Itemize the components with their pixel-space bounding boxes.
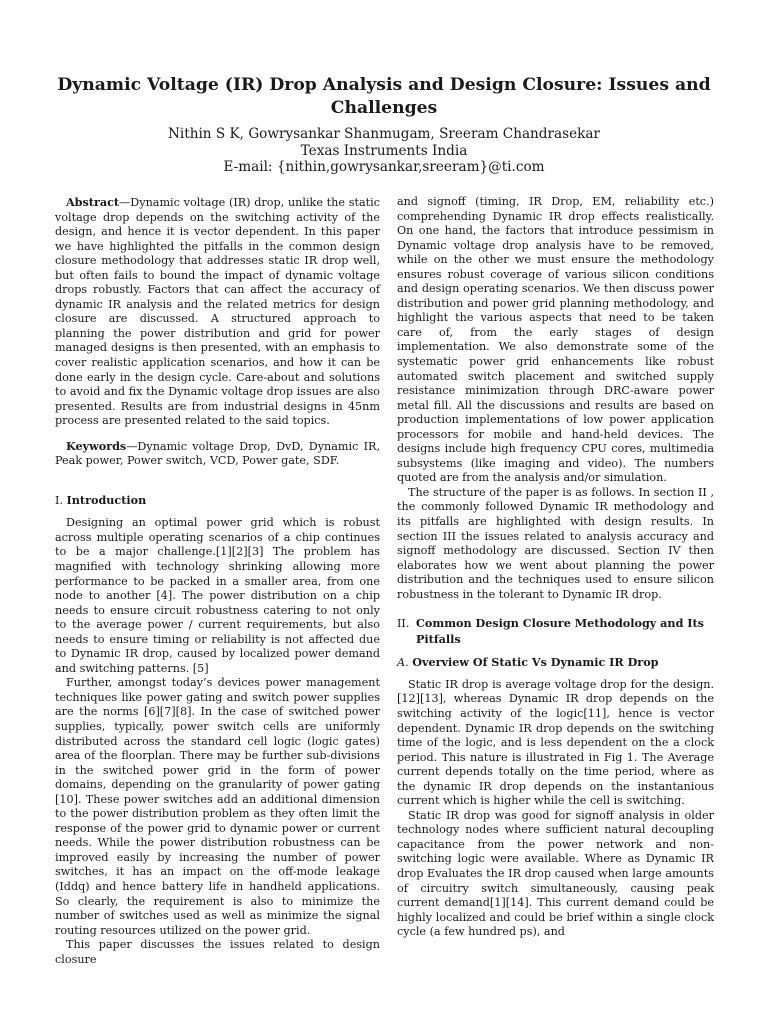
keywords-text: —Dynamic voltage Drop, DvD, Dynamic IR, Peak power, Power switch, VCD, Power gate, SDF. — [55, 439, 380, 468]
section-number: II. — [397, 617, 410, 631]
paper-title: Dynamic Voltage (IR) Drop Analysis and Design Closure: Issues and Challenges — [57, 75, 711, 118]
title-block — [40, 74, 728, 176]
keywords-label: Keywords — [66, 438, 127, 453]
subsection-heading — [397, 655, 714, 671]
body-paragraph: and signoff (timing, IR Drop, EM, reliability etc.) comprehending Dynamic IR drop effects realistically. On one hand, the factors that introduce pessimism in Dynamic voltage drop analysis have to be removed, while on the other we must ensure the methodology ensures robust coverage of various silicon conditions and design operating scenarios. We then discuss power distribution and power grid planning methodology, and highlight the various aspects that need to be taken care of, from the early stages of design implementation. We also demonstrate some of the systematic power grid enhancements like robust automated switch placement and switched supply resistance minimization through DRC-aware power metal fill. All the discussions and results are based on production implementations of low power application processors for mobile and hand-held devices. The designs include high frequency CPU cores, multimedia subsystems (like imaging and video). The numbers quoted are from the analysis and/or simulation. — [397, 195, 714, 485]
abstract-text: —Dynamic voltage (IR) drop, unlike the static voltage drop depends on the switching activity of the design, and hence it is vector dependent. In this paper we have highlighted the pitfalls in the common design closure methodology that addresses static IR drop well, but often fails to bound the impact of dynamic voltage drops robustly. Factors that can affect the accuracy of dynamic IR analysis and the related metrics for design closure are discussed. A structured approach to planning the power distribution and grid for power managed designs is then presented, with an emphasis to cover realistic application scenarios, and how it can be done early in the design cycle. Care-about and solutions to avoid and fix the Dynamic voltage drop issues are also presented. Results are from industrial designs in 45nm process are presented related to the said topics. — [55, 196, 380, 428]
subsection-number: A. — [397, 656, 409, 670]
section-title: Introduction — [66, 492, 147, 507]
section-title: Common Design Closure Methodology and Its Pitfalls — [416, 616, 704, 646]
body-paragraph: Static IR drop is average voltage drop for the design.[12][13], whereas Dynamic IR drop depends on the switching activity of the logic[11], hence is vector dependent. Dynamic IR drop depends on the switching time of the logic, and is less dependent on the a clock period. This nature is illustrated in Fig 1. The Average current depends totally on the time period, where as the dynamic IR drop depends on the instantanious current which is higher while the cell is switching. — [397, 677, 714, 808]
contact-email: E-mail: {nithin,gowrysankar,sreeram}@ti.com — [223, 159, 545, 175]
left-column — [55, 195, 380, 967]
section-heading-methodology — [397, 616, 714, 647]
author-list: Nithin S K, Gowrysankar Shanmugam, Sreeram Chandrasekar — [168, 126, 600, 142]
section-number: I. — [55, 493, 63, 507]
right-column — [397, 195, 714, 940]
intro-paragraph: This paper discusses the issues related to design closure — [55, 938, 380, 966]
subsection-title: Overview Of Static Vs Dynamic IR Drop — [412, 655, 659, 670]
body-paragraph: The structure of the paper is as follows. In section II , the commonly followed Dynamic IR methodology and its pitfalls are highlighted with design results. In section III the issues related to analysis accuracy and signoff methodology are discussed. Section IV then elaborates how we went about planning the power distribution and the techniques used to ensure silicon robustness in the tolerant to Dynamic IR drop. — [397, 485, 714, 601]
section-heading-introduction — [55, 493, 380, 509]
affiliation: Texas Instruments India — [300, 142, 468, 159]
body-paragraph: Static IR drop was good for signoff analysis in older technology nodes where sufficient natural decoupling capacitance from the power network and non-switching logic were available. Where as Dynamic IR drop Evaluates the IR drop caused when large amounts of circuitry switch simultaneously, causing peak current demand[1][14]. This current demand could be highly localized and could be brief within a single clock cycle (a few hundred ps), and — [397, 808, 714, 939]
abstract — [55, 195, 380, 429]
intro-paragraph: Designing an optimal power grid which is robust across multiple operating scenarios of a chip continues to be a major challenge.[1][2][3] The problem has magnified with technology shrinking allowing more performance to be packed in a smaller area, from one node to another [4]. The power distribution on a chip needs to ensure circuit robustness catering to not only to the average power / current requirements, but also needs to ensure timing or reliability is not affected due to Dynamic IR drop, caused by localized power demand and switching patterns. [5] — [55, 516, 380, 675]
abstract-label: Abstract — [66, 195, 120, 209]
keywords — [55, 439, 380, 469]
intro-paragraph: Further, amongst today’s devices power management techniques like power gating and switch power supplies are the norms [6][7][8]. In the case of switched power supplies, typically, power switch cells are uniformly distributed across the standard cell logic (logic gates) area of the floorplan. There may be further sub-divisions in the switched power grid in the form of power domains, depending on the granularity of power gating [10]. These power switches add an additional dimension to the power distribution problem as they often limit the response of the power grid to dynamic power or current needs. While the power distribution robustness can be improved easily by increasing the number of power switches, it has an impact on the off-mode leakage (Iddq) and hence battery life in handheld applications. So clearly, the requirement is also to minimize the number of switches used as well as minimize the signal routing resources utilized on the power grid. — [55, 676, 380, 937]
